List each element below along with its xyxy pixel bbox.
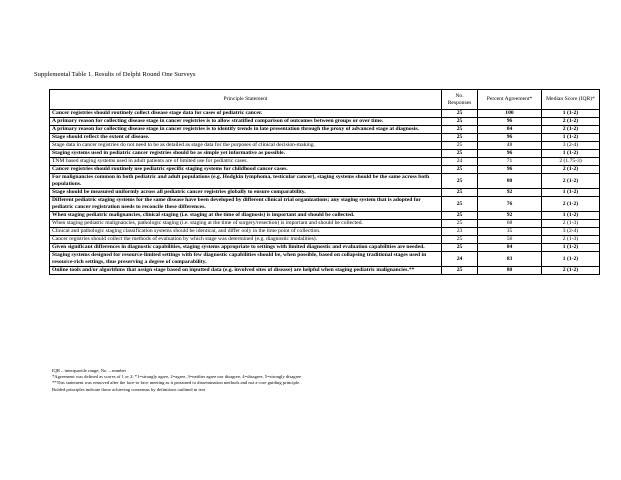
row-percent-agreement: 96 bbox=[478, 134, 542, 142]
table-row bbox=[50, 174, 600, 189]
table-row bbox=[50, 118, 600, 126]
row-responses: 25 bbox=[442, 267, 478, 275]
row-median-score: 2 (1-3) bbox=[542, 236, 600, 244]
row-statement: Staging systems used in pediatric cancer registries should be as simple yet informative as possible. bbox=[50, 150, 442, 158]
row-responses: 25 bbox=[442, 212, 478, 220]
row-statement: Cancer registries should routinely use pediatric specific staging systems for childhood cancer cases. bbox=[50, 166, 442, 174]
row-statement: Given significant differences in diagnostic capabilities, staging systems appropriate to settings with limited diagnostic and evaluation capabilities are needed. bbox=[50, 244, 442, 252]
row-responses: 24 bbox=[442, 158, 478, 166]
row-percent-agreement: 96 bbox=[478, 118, 542, 126]
row-statement: A primary reason for collecting disease stage in cancer registries is to allow stratified comparison of outcomes between groups or over time. bbox=[50, 118, 442, 126]
table-row bbox=[50, 252, 600, 267]
row-responses: 25 bbox=[442, 134, 478, 142]
table-row bbox=[50, 267, 600, 275]
row-median-score: 1 (1-2) bbox=[542, 134, 600, 142]
row-responses: 25 bbox=[442, 189, 478, 197]
row-percent-agreement: 84 bbox=[478, 244, 542, 252]
table-row bbox=[50, 126, 600, 134]
table-row bbox=[50, 166, 600, 174]
row-statement: Online tools and/or algorithms that assign stage based on inputted data (e.g. involved sites of disease) are helpful when staging pediatric malignancies.** bbox=[50, 267, 442, 275]
row-responses: 25 bbox=[442, 197, 478, 212]
row-percent-agreement: 48 bbox=[478, 142, 542, 150]
row-responses: 25 bbox=[442, 244, 478, 252]
header-percent-agreement: Percent Agreement* bbox=[478, 90, 542, 110]
row-statement: Different pediatric staging systems for the same disease have been developed by different clinical trial organizations; any staging system that is adopted for pediatric cancer registration needs to reconcile these differences. bbox=[50, 197, 442, 212]
row-median-score: 1 (1-2) bbox=[542, 110, 600, 118]
row-median-score: 1 (1-2) bbox=[542, 150, 600, 158]
header-no-responses: No. Responses bbox=[442, 90, 478, 110]
table-row bbox=[50, 236, 600, 244]
row-statement: Stage data in cancer registries do not need to be as detailed as stage data for the purposes of clinical decision-making. bbox=[50, 142, 442, 150]
row-percent-agreement: 35 bbox=[478, 228, 542, 236]
row-statement: Cancer registries should collect the methods of evaluation by which stage was determined (e.g. diagnostic modalities). bbox=[50, 236, 442, 244]
row-median-score: 2 (1.75-3) bbox=[542, 158, 600, 166]
row-median-score: 2 (1-2) bbox=[542, 126, 600, 134]
row-responses: 23 bbox=[442, 228, 478, 236]
row-median-score: 1 (1-2) bbox=[542, 244, 600, 252]
row-statement: Cancer registries should routinely collect disease stage data for cases of pediatric cancer. bbox=[50, 110, 442, 118]
table-row bbox=[50, 212, 600, 220]
row-statement: When staging pediatric malignancies, clinical staging (i.e. staging at the time of diagnosis) is important and should be collected. bbox=[50, 212, 442, 220]
row-percent-agreement: 68 bbox=[478, 220, 542, 228]
row-statement: Stage should reflect the extent of disease. bbox=[50, 134, 442, 142]
row-responses: 25 bbox=[442, 174, 478, 189]
row-responses: 25 bbox=[442, 236, 478, 244]
row-responses: 25 bbox=[442, 118, 478, 126]
row-percent-agreement: 76 bbox=[478, 197, 542, 212]
row-statement: When staging pediatric malignancies, pathologic staging (i.e. staging at the time of surgery/resection) is important and should be collected. bbox=[50, 220, 442, 228]
row-percent-agreement: 100 bbox=[478, 110, 542, 118]
row-percent-agreement: 92 bbox=[478, 212, 542, 220]
row-median-score: 2 (1-2) bbox=[542, 197, 600, 212]
row-statement: Clinical and pathologic staging classification systems should be identical, and differ only in the time point of collection. bbox=[50, 228, 442, 236]
table-footnotes bbox=[52, 368, 301, 393]
table-header-row bbox=[50, 90, 600, 110]
row-percent-agreement: 92 bbox=[478, 189, 542, 197]
table-row bbox=[50, 134, 600, 142]
row-responses: 25 bbox=[442, 150, 478, 158]
row-percent-agreement: 96 bbox=[478, 166, 542, 174]
row-statement: Stage should be measured uniformly across all pediatric cancer registries globally to ensure comparability. bbox=[50, 189, 442, 197]
table-row bbox=[50, 110, 600, 118]
row-responses: 25 bbox=[442, 166, 478, 174]
row-median-score: 2 (1-2) bbox=[542, 174, 600, 189]
row-statement: TNM based staging systems used in adult patients are of limited use for pediatric cases. bbox=[50, 158, 442, 166]
footnote-line: IQR – interquartile range; No. – number bbox=[52, 368, 127, 373]
row-percent-agreement: 80 bbox=[478, 174, 542, 189]
row-statement: Staging systems designed for resource-limited settings with few diagnostic capabilities should be, when possible, based on collapsing traditional stages used in resource-rich settings, thus preserving a degree of comparability. bbox=[50, 252, 442, 267]
row-percent-agreement: 96 bbox=[478, 150, 542, 158]
table-body bbox=[50, 110, 600, 275]
table-row bbox=[50, 220, 600, 228]
row-median-score: 3 (2-4) bbox=[542, 228, 600, 236]
table-row bbox=[50, 189, 600, 197]
row-statement: For malignancies common in both pediatric and adult populations (e.g. Hodgkin lymphoma, testicular cancer), staging systems should be the same across both populations. bbox=[50, 174, 442, 189]
row-percent-agreement: 56 bbox=[478, 236, 542, 244]
row-median-score: 1 (1-2) bbox=[542, 212, 600, 220]
row-percent-agreement: 83 bbox=[478, 252, 542, 267]
row-median-score: 1 (1-2) bbox=[542, 252, 600, 267]
row-median-score: 1 (1-2) bbox=[542, 189, 600, 197]
footnote-line: *Agreement was defined as scores of 1 or 2; *1=strongly agree, 2=agree, 3=neither agree nor disagree, 4=disagree, 5=strongly disagree bbox=[52, 374, 302, 380]
row-percent-agreement: 84 bbox=[478, 126, 542, 134]
header-median-score: Median Score (IQR)* bbox=[542, 90, 600, 110]
row-percent-agreement: 80 bbox=[478, 267, 542, 275]
header-principle-statement: Principle Statement bbox=[50, 90, 442, 110]
row-median-score: 2 (1-3) bbox=[542, 220, 600, 228]
footnote-line: **This statement was removed after the face-to-face meeting as it pertained to dissemination methods and not a core guiding principle. bbox=[52, 380, 301, 386]
row-median-score: 2 (1-2) bbox=[542, 166, 600, 174]
row-responses: 25 bbox=[442, 220, 478, 228]
table-row bbox=[50, 142, 600, 150]
table-row bbox=[50, 197, 600, 212]
delphi-results-table bbox=[49, 89, 600, 275]
row-percent-agreement: 71 bbox=[478, 158, 542, 166]
row-responses: 24 bbox=[442, 252, 478, 267]
table-row bbox=[50, 228, 600, 236]
table-row bbox=[50, 244, 600, 252]
row-median-score: 3 (2-4) bbox=[542, 142, 600, 150]
table-caption: Supplemental Table 1. Results of Delphi Round One Surveys bbox=[34, 71, 196, 78]
table-row bbox=[50, 150, 600, 158]
row-responses: 25 bbox=[442, 110, 478, 118]
row-median-score: 2 (1-2) bbox=[542, 118, 600, 126]
row-responses: 25 bbox=[442, 142, 478, 150]
footnote-line: Bolded principles indicate those achieving consensus by definitions outlined in text bbox=[52, 386, 206, 392]
row-responses: 25 bbox=[442, 126, 478, 134]
row-median-score: 2 (1-2) bbox=[542, 267, 600, 275]
table-row bbox=[50, 158, 600, 166]
row-statement: A primary reason for collecting disease stage in cancer registries is to identify trends in late presentation through the proxy of advanced stage at diagnosis. bbox=[50, 126, 442, 134]
